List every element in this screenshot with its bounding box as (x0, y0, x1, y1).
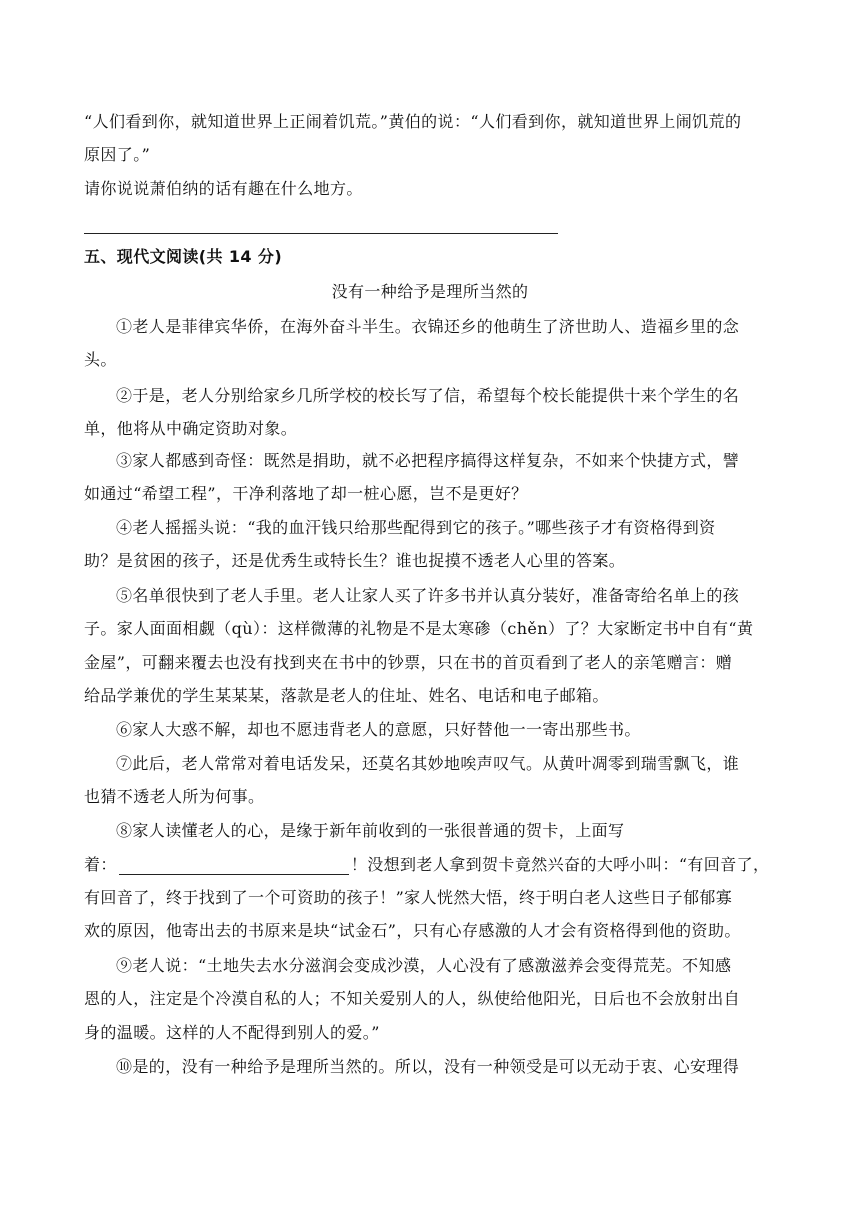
paragraph-line: 头。 (84, 350, 117, 369)
answer-line[interactable] (84, 233, 558, 234)
paragraph-line: 助？是贫困的孩子，还是优秀生或特长生？谁也捉摸不透老人心里的答案。 (84, 551, 626, 570)
paragraph-line: ⑧家人读懂老人的心，是缘于新年前收到的一张很普通的贺卡，上面写 (116, 821, 625, 840)
paragraph-line: 如通过“希望工程”，干净利落地了却一桩心愿，岂不是更好？ (84, 484, 528, 503)
text-fragment: 着： (84, 855, 117, 874)
fill-in-blank[interactable] (119, 856, 349, 875)
paragraph-line: ③家人都感到奇怪：既然是捐助，就不必把程序搞得这样复杂，不如来个快捷方式，譬 (116, 451, 740, 470)
paragraph-line: 也猜不透老人所为何事。 (84, 787, 265, 806)
paragraph-line: ⑩是的，没有一种给予是理所当然的。所以，没有一种领受是可以无动于衷、心安理得 (116, 1057, 740, 1076)
text-fragment: ！没想到老人拿到贺卡竟然兴奋的大呼小叫：“有回音了， (350, 855, 770, 874)
paragraph-line: ①老人是菲律宾华侨，在海外奋斗半生。衣锦还乡的他萌生了济世助人、造福乡里的念 (116, 317, 740, 336)
paragraph-line: ⑨老人说：“土地失去水分滋润会变成沙漠，人心没有了感激滋养会变得荒芜。不知感 (116, 956, 732, 975)
paragraph-line: ⑦此后，老人常常对着电话发呆，还莫名其妙地唉声叹气。从黄叶凋零到瑞雪飘飞，谁 (116, 754, 740, 773)
paragraph-line: 欢的原因，他寄出去的书原来是块“试金石”，只有心存感激的人才会有资格得到他的资助。 (84, 921, 741, 940)
paragraph-line: 单，他将从中确定资助对象。 (84, 419, 298, 438)
paragraph-line: 金屋”，可翻来覆去也没有找到夹在书中的钞票，只在书的首页看到了老人的亲笔赠言：赠 (84, 653, 733, 672)
paragraph-line: ④老人摇摇头说：“我的血汗钱只给那些配得到它的孩子。”哪些孩子才有资格得到资 (116, 518, 716, 537)
paragraph-line: 子。家人面面相觑（qù）：这样微薄的礼物是不是太寒碜（chěn）了？大家断定书中自有“黄 (84, 619, 754, 638)
quote-line: “人们看到你，就知道世界上正闹着饥荒。”黄伯的说：“人们看到你，就知道世界上闹饥荒的 (84, 112, 742, 131)
paragraph-line: ⑥家人大惑不解，却也不愿违背老人的意愿，只好替他一一寄出那些书。 (116, 720, 641, 739)
quote-line: 原因了。” (84, 145, 151, 164)
section-heading: 五、现代文阅读(共 14 分) (84, 247, 283, 266)
paragraph-line: 给品学兼优的学生某某某，落款是老人的住址、姓名、电话和电子邮箱。 (84, 686, 609, 705)
paragraph-line: 有回音了，终于找到了一个可资助的孩子！”家人恍然大悟，终于明白老人这些日子郁郁寡 (84, 888, 733, 907)
paragraph-line: 身的温暖。这样的人不配得到别人的爱。” (84, 1023, 380, 1042)
article-title: 没有一种给予是理所当然的 (331, 282, 529, 301)
paragraph-line (84, 855, 769, 875)
paragraph-line: 恩的人，注定是个冷漠自私的人；不知关爱别人的人，纵使给他阳光，日后也不会放射出自 (84, 989, 741, 1008)
paragraph-line: ②于是，老人分别给家乡几所学校的校长写了信，希望每个校长能提供十来个学生的名 (116, 386, 740, 405)
question-prompt: 请你说说萧伯纳的话有趣在什么地方。 (84, 179, 363, 198)
paragraph-line: ⑤名单很快到了老人手里。老人让家人买了许多书并认真分装好，准备寄给名单上的孩 (116, 586, 740, 605)
